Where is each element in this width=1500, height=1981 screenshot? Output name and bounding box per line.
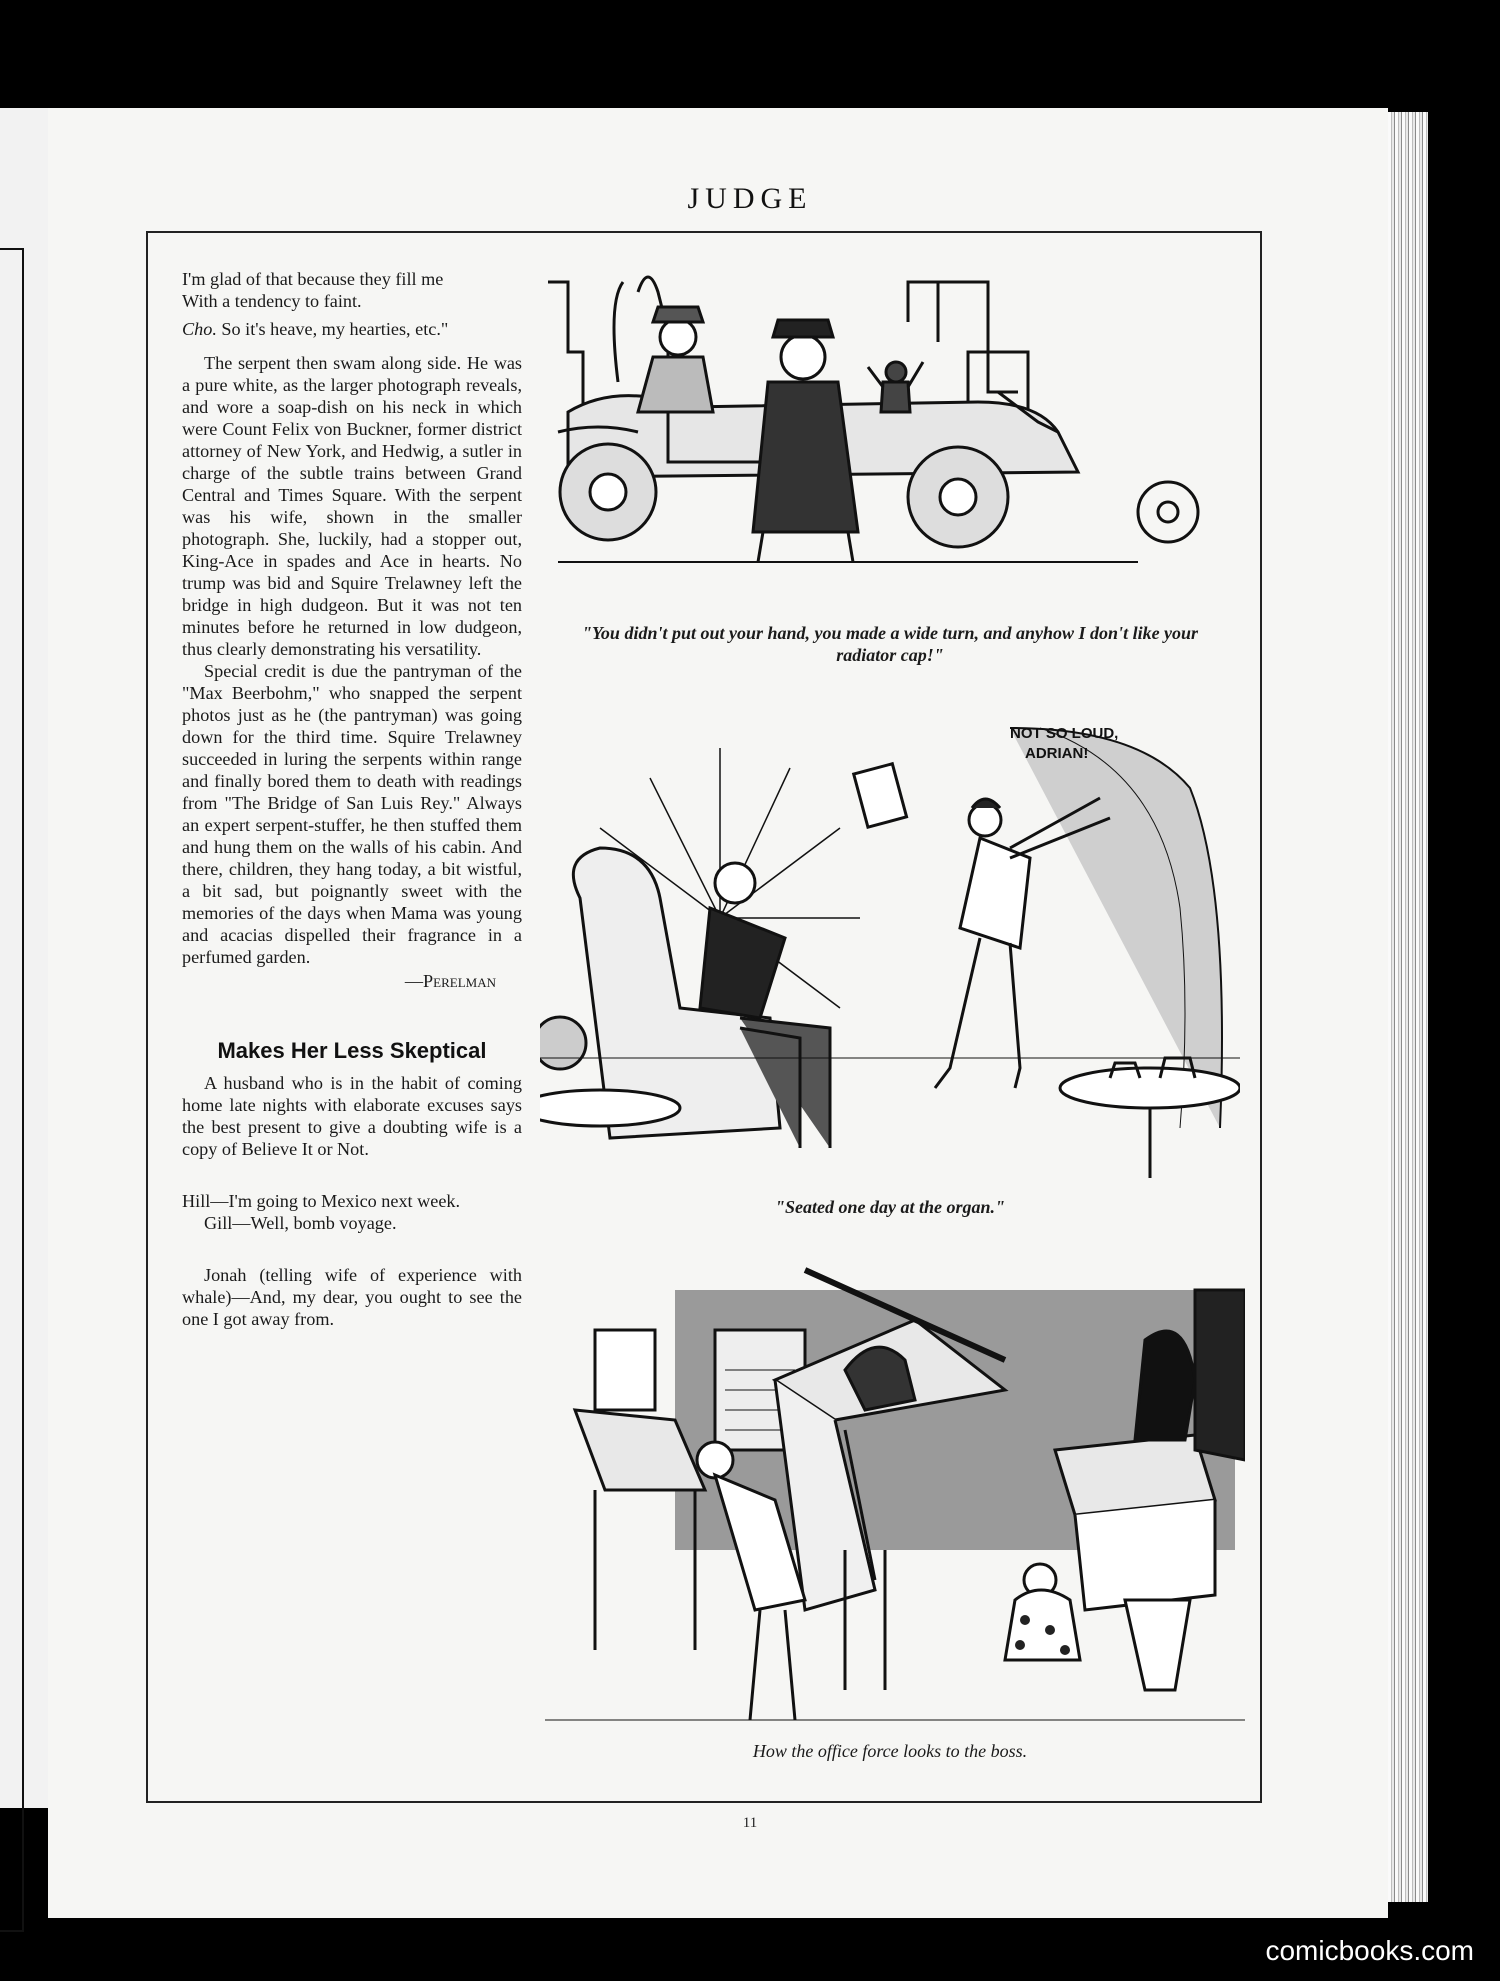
- joke-hill: Hill—I'm going to Mexico next week.: [182, 1191, 461, 1211]
- cartoon-caption: "You didn't put out your hand, you made a wide turn, and anyhow I don't like your radiator cap!": [581, 623, 1199, 665]
- paragraph: The serpent then swam along side. He was a pure white, as the larger photograph reveals, and wore a soap-dish on his neck in which were Count Felix von Buckner, former district attorney of New York, and Hedwig, a sutler in charge of the subtle trains between Grand Central and Times Square. With the serpent was his wife, shown in the smaller photograph. She, luckily, had a stopper out, King-Ace in spades and Ace in hearts. No trump was bid and Squire Trelawney left the bridge in high dudgeon. But it was not ten minutes before he returned in low dudgeon, thus clearly demonstrating his versatility.: [182, 353, 522, 659]
- facing-page-edge: [0, 108, 55, 1808]
- article-heading: Makes Her Less Skeptical: [217, 1038, 487, 1063]
- verse-line: With a tendency to faint.: [182, 291, 362, 311]
- joke-jonah: Jonah (telling wife of experience with whale)—And, my dear, you ought to see the one I got away from.: [182, 1265, 522, 1329]
- speech-line: NOT SO LOUD,: [1010, 725, 1119, 742]
- page-edges: [1388, 112, 1428, 1902]
- joke-gill: Gill—Well, bomb voyage.: [204, 1213, 397, 1233]
- cartoon-office-illustration: [545, 1250, 1245, 1740]
- cartoon-caption: How the office force looks to the boss.: [752, 1741, 1028, 1761]
- watermark: comicbooks.com: [1265, 1935, 1474, 1966]
- facing-page-frame: [0, 248, 24, 1932]
- verse-line: I'm glad of that because they fill me: [182, 269, 444, 289]
- cartoon-caption: "Seated one day at the organ.": [775, 1197, 1005, 1217]
- running-head: JUDGE: [687, 182, 813, 215]
- chorus-line: [182, 318, 522, 340]
- paragraph: Special credit is due the pantryman of the "Max Beerbohm," who snapped the serpent photos just as he (the pantryman) was going down for the third time. Squire Trelawney succeeded in luring the serpents within range and finally bored them to death with readings from "The Bridge of San Luis Rey." Always an expert serpent-stuffer, he then stuffed them and hung them on the walls of his cabin. And there, children, they hang today, a bit wistful, a bit sad, but poignantly sweet with the memories of the days when Mama was young and acacias dispelled their fragrance in a perfumed garden.: [182, 661, 522, 967]
- chorus-label: Cho.: [182, 319, 217, 339]
- cartoon-car-illustration: [538, 262, 1243, 612]
- page-number: 11: [742, 1815, 758, 1831]
- text-column: [182, 268, 522, 1330]
- cartoon-organ-illustration: [540, 708, 1240, 1198]
- chorus-text: So it's heave, my hearties, etc.": [221, 319, 449, 339]
- speech-line: ADRIAN!: [1025, 745, 1089, 762]
- paragraph: A husband who is in the habit of coming home late nights with elaborate excuses says the best present to give a doubting wife is a copy of Believe It or Not.: [182, 1073, 522, 1159]
- signature: —Perelman: [404, 971, 496, 991]
